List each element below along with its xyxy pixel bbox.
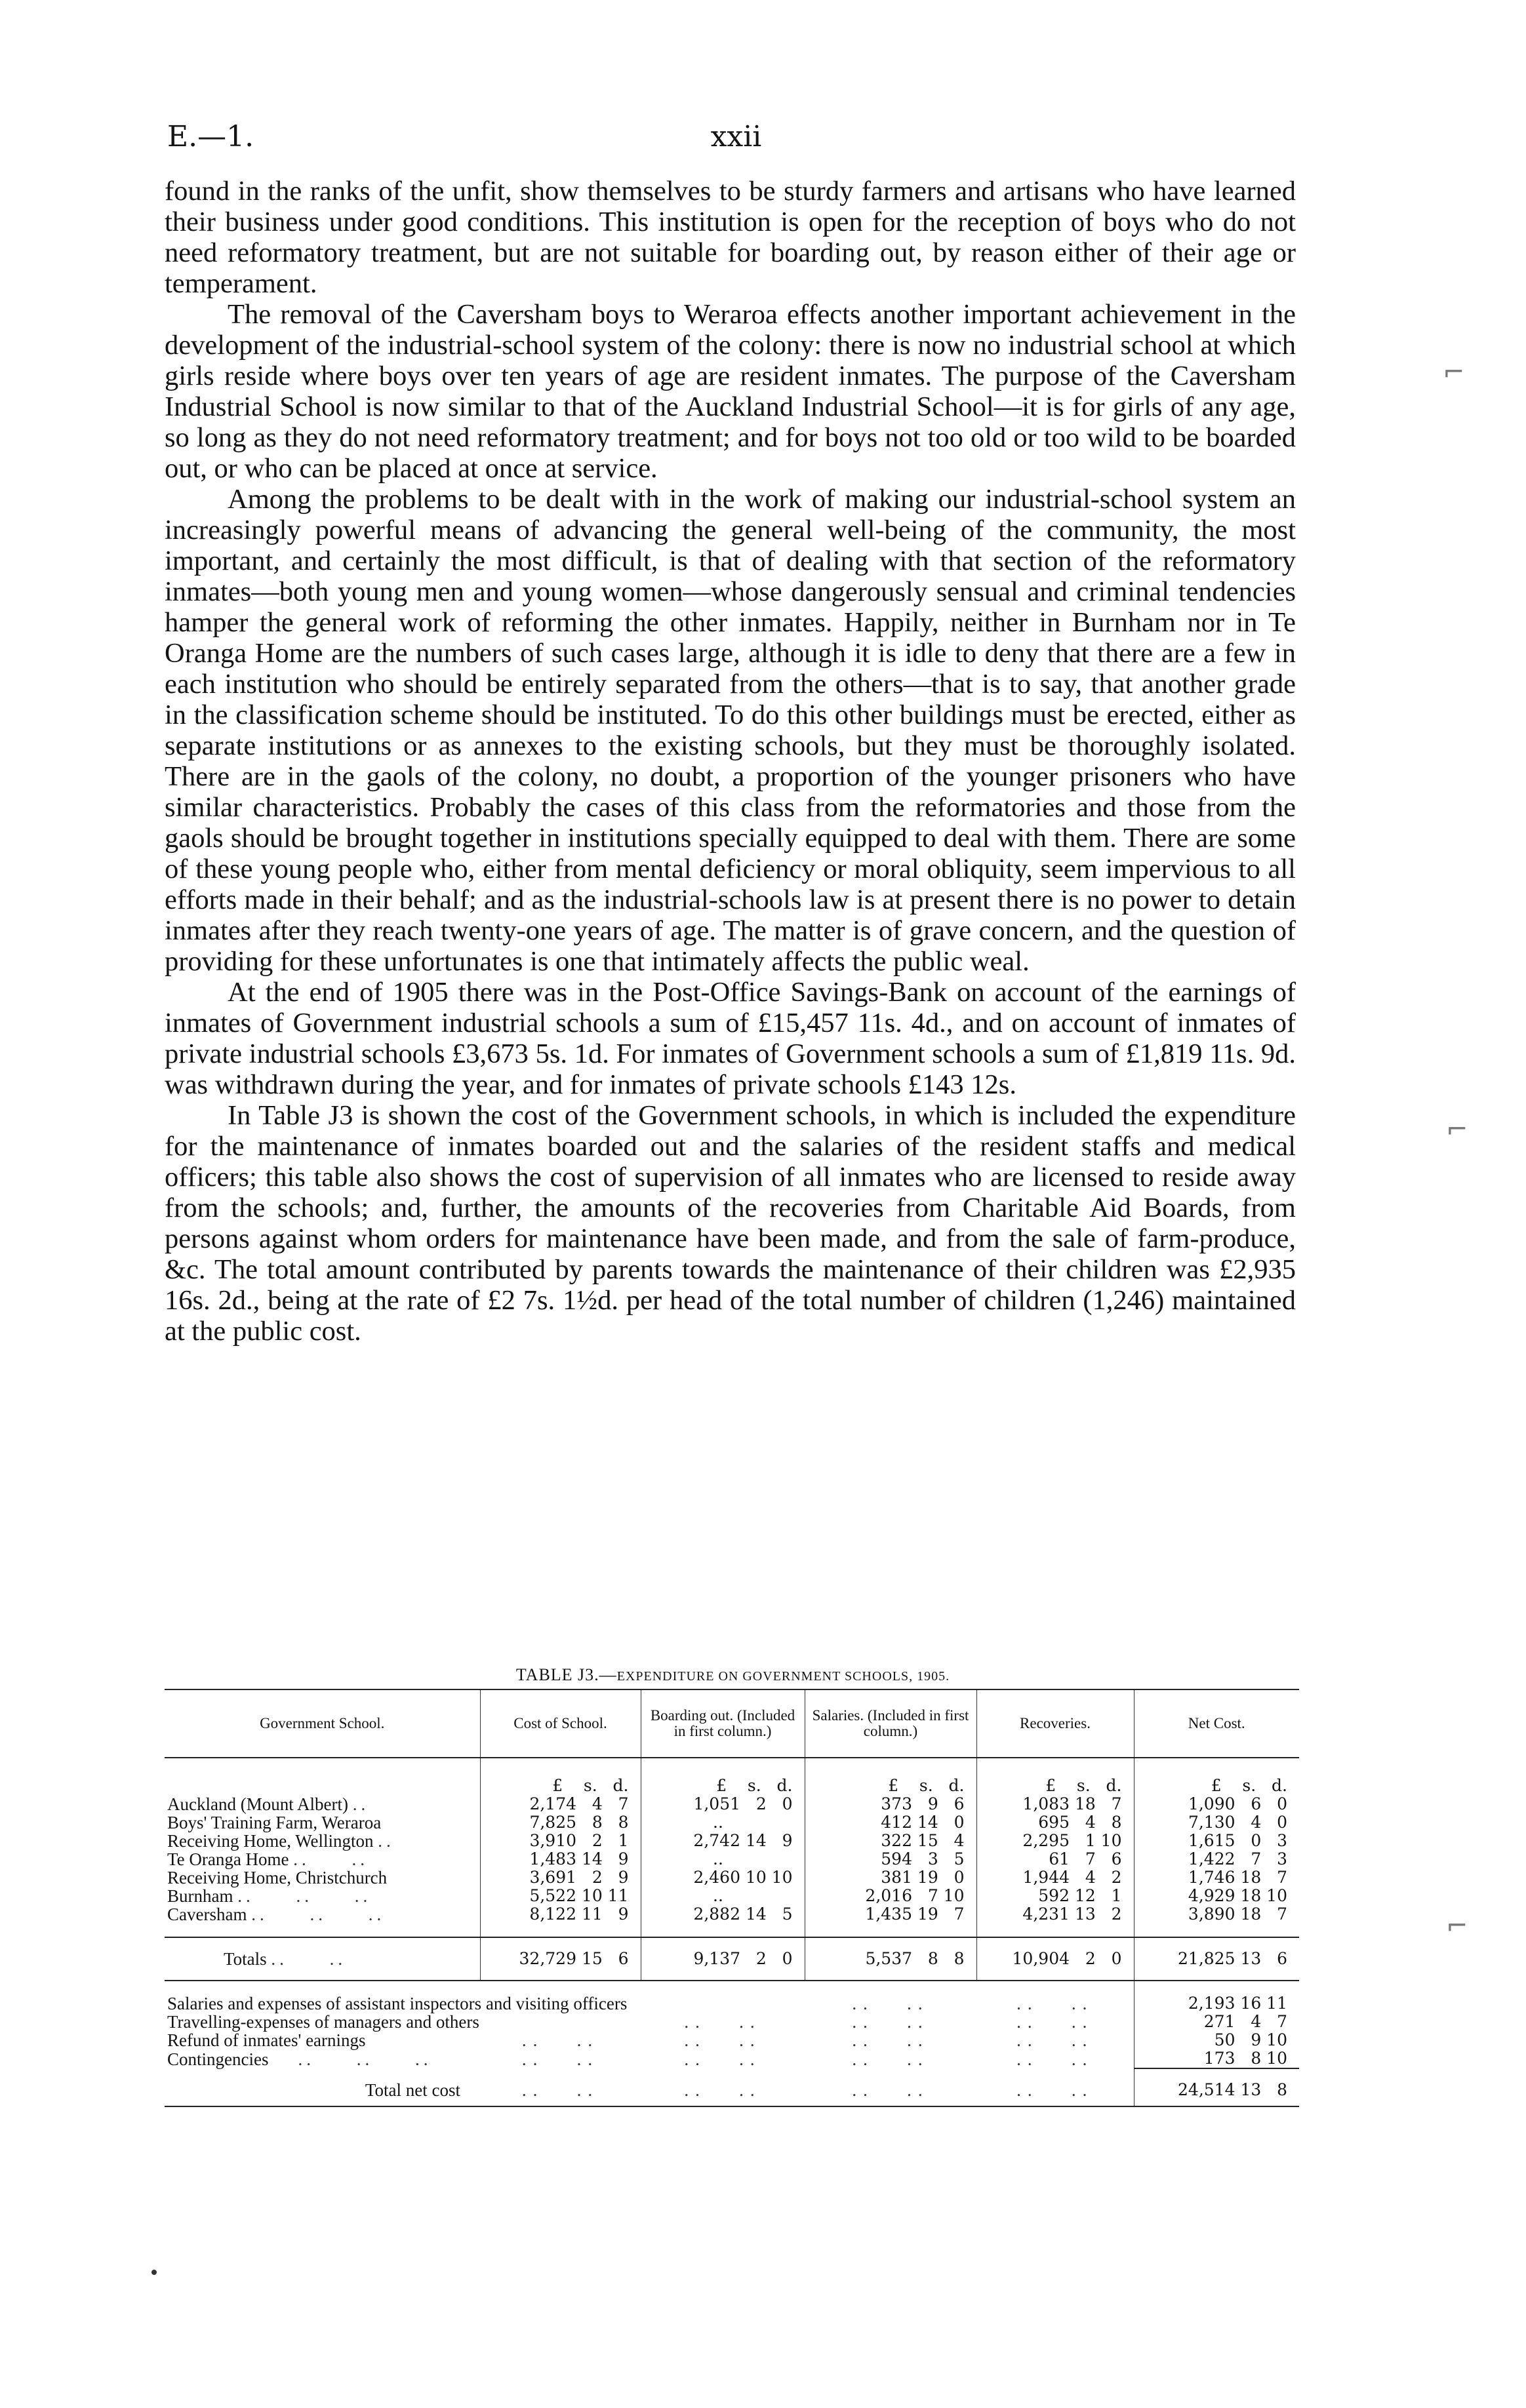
misc-value: 271 4 7 (1134, 2013, 1299, 2031)
cell-net: 1,746 18 7 (1134, 1868, 1299, 1887)
cell-salaries: 381 19 0 (805, 1868, 976, 1887)
header-boarding: Boarding out. (Included in first column.) (641, 1689, 805, 1758)
currency-label: £ s. d. (805, 1758, 976, 1795)
leader-dots: .. .. (852, 2012, 929, 2032)
cell-net: 3,890 18 7 (1134, 1905, 1299, 1924)
misc-row (165, 1994, 1299, 2013)
leader-dots: .. .. (684, 2012, 761, 2032)
leader-dots: .. .. (1016, 2030, 1094, 2050)
leader-dots: .. .. (976, 2068, 1134, 2106)
currency-label: £ s. d. (976, 1758, 1134, 1795)
cell-boarding: 2,742 14 9 (641, 1832, 805, 1850)
leader-dots: .. .. (684, 2030, 761, 2050)
cell-recoveries: 1,944 4 2 (976, 1868, 1134, 1887)
leader-dots: .. .. .. (237, 1886, 372, 1906)
cell-salaries: 1,435 19 7 (805, 1905, 976, 1924)
misc-row (165, 2031, 1299, 2049)
table-title (167, 1665, 1298, 1685)
cell-net: 4,929 18 10 (1134, 1887, 1299, 1905)
cell-boarding: 2,882 14 5 (641, 1905, 805, 1924)
school-name: Te Oranga Home (167, 1849, 289, 1869)
currency-label: £ s. d. (480, 1758, 641, 1795)
cell-cost: 8,122 11 9 (480, 1905, 641, 1924)
cell-cost: 1,483 14 9 (480, 1850, 641, 1868)
cell-boarding: 2,460 10 10 (641, 1868, 805, 1887)
cell-cost: 2,174 4 7 (480, 1795, 641, 1813)
cell-net: 1,090 6 0 (1134, 1795, 1299, 1813)
cell-recoveries: 1,083 18 7 (976, 1795, 1134, 1813)
cell-net: 1,422 7 3 (1134, 1850, 1299, 1868)
leader-dots: .. (352, 1794, 370, 1814)
total-cost: 32,729 15 6 (480, 1937, 641, 1981)
margin-mark: ⌐ (1443, 357, 1465, 387)
total-salaries: 5,537 8 8 (805, 1937, 976, 1981)
currency-row (165, 1758, 1299, 1795)
table-row (165, 1905, 1299, 1924)
header-cost: Cost of School. (480, 1689, 641, 1758)
cell-cost: 5,522 10 11 (480, 1887, 641, 1905)
school-name: Receiving Home, Wellington (167, 1831, 374, 1851)
leader-dots: .. .. (684, 2049, 761, 2069)
cell-boarding: 1,051 2 0 (641, 1795, 805, 1813)
header-salaries: Salaries. (Included in first column.) (805, 1689, 976, 1758)
page-header (167, 120, 1305, 166)
table-row (165, 1850, 1299, 1868)
cell-cost: 7,825 8 8 (480, 1813, 641, 1832)
leader-dots: .. .. (1016, 2012, 1094, 2032)
page-number: xxii (710, 120, 762, 153)
margin-mark: ⌐ (1446, 1115, 1468, 1145)
cell-net: 7,130 4 0 (1134, 1813, 1299, 1832)
cell-net: 1,615 0 3 (1134, 1832, 1299, 1850)
leader-dots: .. .. (1016, 2049, 1094, 2069)
table-row (165, 1887, 1299, 1905)
school-name: Auckland (Mount Albert) (167, 1794, 348, 1814)
margin-mark: ⌐ (1446, 1911, 1468, 1941)
misc-label: Contingencies (167, 2049, 269, 2069)
school-name: Burnham (167, 1886, 233, 1906)
table-row (165, 1868, 1299, 1887)
cell-recoveries: 592 12 1 (976, 1887, 1134, 1905)
cell-recoveries: 2,295 1 10 (976, 1832, 1134, 1850)
misc-row (165, 2013, 1299, 2031)
leader-dots: .. .. (852, 1994, 929, 2013)
leader-dots: .. .. (293, 1849, 369, 1869)
cell-salaries: 373 9 6 (805, 1795, 976, 1813)
net-total-label: Total net cost (165, 2068, 480, 2106)
cell-boarding: .. (641, 1887, 805, 1905)
school-name: Boys' Training Farm, Weraroa (167, 1813, 382, 1832)
header-recoveries: Recoveries. (976, 1689, 1134, 1758)
school-name: Caversham (167, 1905, 247, 1924)
leader-dots: .. .. (641, 2068, 805, 2106)
net-total-row (165, 2068, 1299, 2106)
table-row (165, 1813, 1299, 1832)
totals-row (165, 1937, 1299, 1981)
leader-dots: .. .. .. (273, 2049, 432, 2069)
currency-label: £ s. d. (641, 1758, 805, 1795)
leader-dots: .. .. (480, 2068, 641, 2106)
document-reference: E.—1. (167, 120, 254, 153)
misc-label: Travelling-expenses of managers and others (167, 2012, 479, 2032)
cell-cost: 3,691 2 9 (480, 1868, 641, 1887)
paragraph: found in the ranks of the unfit, show themselves to be sturdy farmers and artisans who have learned their business under good conditions. This institution is open for the reception of boys who do not need reformatory treatment, but are not suitable for boarding out, by reason either of their age or temperament. (165, 176, 1296, 299)
header-school: Government School. (165, 1689, 480, 1758)
leader-dots: .. .. (852, 2049, 929, 2069)
cell-boarding: .. (641, 1813, 805, 1832)
header-net: Net Cost. (1134, 1689, 1299, 1758)
paragraph: The removal of the Caversham boys to Weraroa effects another important achievement in the development of the industrial-school system of the colony: there is now no industrial school at which girls reside where boys over ten years of age are resident inmates. The purpose of the Caversham Industrial School is now similar to that of the Auckland Industrial School—it is for girls of any age, so long as they do not need reformatory treatment; and for boys not too old or too wild to be boarded out, or who can be placed at once at service. (165, 299, 1296, 484)
paragraph: Among the problems to be dealt with in the work of making our industrial-school system an increasingly powerful means of advancing the general well-being of the community, the most important, and certainly the most difficult, is that of dealing with that section of the reformatory inmates—both young men and young women—whose dangerously sensual and criminal tendencies hamper the general work of reforming the other inmates. Happily, neither in Burnham nor in Te Oranga Home are the numbers of such cases large, although it is idle to deny that there are a few in each institution who should be entirely separated from the others—that is to say, that another grade in the classification scheme should be instituted. To do this other buildings must be erected, either as separate institutions or as annexes to the existing schools, but they must be thoroughly isolated. There are in the gaols of the colony, no doubt, a proportion of the younger prisoners who have similar characteristics. Probably the cases of this class from the reformatories and those from the gaols should be brought together in institutions specially equipped to deal with them. There are some of these young people who, either from mental deficiency or moral obliquity, seem impervious to all efforts made in their behalf; and as the industrial-schools law is at present there is no power to detain inmates after they reach twenty-one years of age. The matter is of grave concern, and the question of providing for these unfortunates is one that intimately affects the public weal. (165, 484, 1296, 977)
leader-dots: .. .. .. (251, 1905, 386, 1924)
net-total-value: 24,514 13 8 (1134, 2068, 1299, 2106)
leader-dots: .. .. (852, 2030, 929, 2050)
total-recoveries: 10,904 2 0 (976, 1937, 1134, 1981)
body-text (165, 176, 1296, 1347)
table-row (165, 1832, 1299, 1850)
table-header-row (165, 1689, 1299, 1758)
misc-label: Salaries and expenses of assistant inspectors and visiting officers (167, 1994, 628, 2013)
table-title-prefix: TABLE J3.— (515, 1665, 617, 1684)
cell-salaries: 2,016 7 10 (805, 1887, 976, 1905)
total-net: 21,825 13 6 (1134, 1937, 1299, 1981)
leader-dots: .. .. (271, 1949, 347, 1969)
currency-label: £ s. d. (1134, 1758, 1299, 1795)
table-title-text: EXPENDITURE ON GOVERNMENT SCHOOLS, 1905. (616, 1669, 950, 1684)
leader-dots: .. (378, 1831, 395, 1851)
leader-dots: .. .. (521, 2049, 599, 2069)
misc-label: Refund of inmates' earnings (167, 2030, 366, 2050)
stray-dot (151, 2270, 157, 2275)
misc-row (165, 2049, 1299, 2068)
cell-recoveries: 4,231 13 2 (976, 1905, 1134, 1924)
cell-salaries: 594 3 5 (805, 1850, 976, 1868)
paragraph: In Table J3 is shown the cost of the Government schools, in which is included the expenditure for the maintenance of inmates boarded out and the salaries of the resident staffs and medical officers; this table also shows the cost of supervision of all inmates who are licensed to reside away from the schools; and, further, the amounts of the recoveries from Charitable Aid Boards, from persons against whom orders for maintenance have been made, and from the sale of farm-produce, &c. The total amount contributed by parents towards the maintenance of their children was £2,935 16s. 2d., being at the rate of £2 7s. 1½d. per head of the total number of children (1,246) maintained at the public cost. (165, 1100, 1296, 1347)
cell-salaries: 322 15 4 (805, 1832, 976, 1850)
paragraph: At the end of 1905 there was in the Post-Office Savings-Bank on account of the earnings of inmates of Government industrial schools a sum of £15,457 11s. 4d., and on account of inmates of private industrial schools £3,673 5s. 1d. For inmates of Government schools a sum of £1,819 11s. 9d. was withdrawn during the year, and for inmates of private schools £143 12s. (165, 977, 1296, 1100)
cell-salaries: 412 14 0 (805, 1813, 976, 1832)
total-boarding: 9,137 2 0 (641, 1937, 805, 1981)
leader-dots: .. .. (805, 2068, 976, 2106)
table-row (165, 1795, 1299, 1813)
cell-recoveries: 61 7 6 (976, 1850, 1134, 1868)
misc-value: 2,193 16 11 (1134, 1994, 1299, 2013)
totals-label: Totals (224, 1949, 267, 1969)
cell-recoveries: 695 4 8 (976, 1813, 1134, 1832)
misc-value: 173 8 10 (1134, 2049, 1299, 2068)
expenditure-table (165, 1689, 1299, 2107)
school-name: Receiving Home, Christchurch (167, 1868, 388, 1887)
misc-value: 50 9 10 (1134, 2031, 1299, 2049)
leader-dots: .. .. (1016, 1994, 1094, 2013)
cell-cost: 3,910 2 1 (480, 1832, 641, 1850)
cell-boarding: .. (641, 1850, 805, 1868)
leader-dots: .. .. (521, 2030, 599, 2050)
